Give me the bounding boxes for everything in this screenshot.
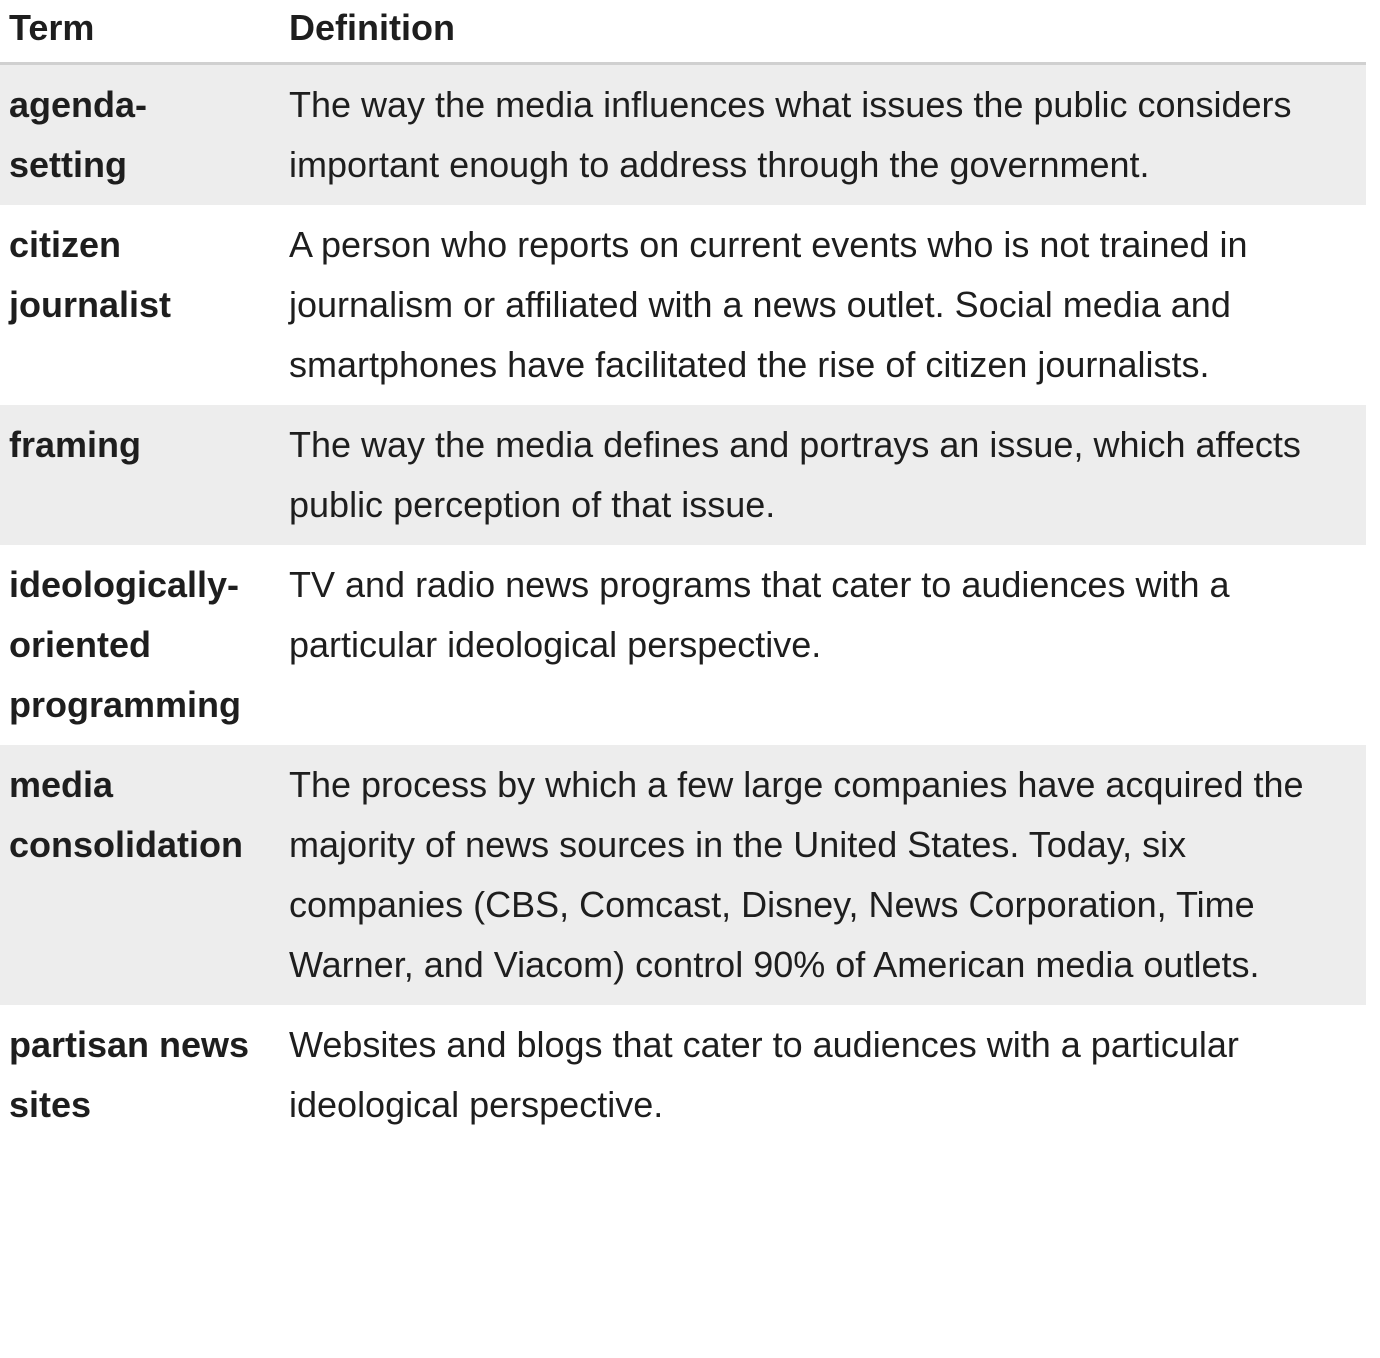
header-row (0, 0, 1366, 64)
term-cell: framing (0, 405, 280, 545)
table-header (0, 0, 1366, 64)
table-row (0, 545, 1366, 745)
term-cell: partisan news sites (0, 1005, 280, 1145)
definition-cell: The process by which a few large companies have acquired the majority of news sources in the United States. Today, six companies (CBS, Comcast, Disney, News Corporation, Time Warner, and Viacom) control 90% of American media outlets. (280, 745, 1366, 1005)
definition-cell: Websites and blogs that cater to audiences with a particular ideological perspective. (280, 1005, 1366, 1145)
table-row (0, 405, 1366, 545)
table-body (0, 64, 1366, 1146)
definition-cell: TV and radio news programs that cater to audiences with a particular ideological perspective. (280, 545, 1366, 745)
table-row (0, 64, 1366, 206)
definition-cell: The way the media influences what issues the public considers important enough to address through the government. (280, 64, 1366, 206)
term-cell: citizen journalist (0, 205, 280, 405)
table-row (0, 745, 1366, 1005)
term-cell: ideologically-oriented programming (0, 545, 280, 745)
table-row (0, 1005, 1366, 1145)
term-column-header: Term (0, 0, 280, 64)
term-cell: agenda-setting (0, 64, 280, 206)
definition-cell: A person who reports on current events who is not trained in journalism or affiliated with a news outlet. Social media and smartphones have facilitated the rise of citizen journalists. (280, 205, 1366, 405)
term-cell: media consolidation (0, 745, 280, 1005)
table-row (0, 205, 1366, 405)
definition-cell: The way the media defines and portrays an issue, which affects public perception of that issue. (280, 405, 1366, 545)
definition-column-header: Definition (280, 0, 1366, 64)
